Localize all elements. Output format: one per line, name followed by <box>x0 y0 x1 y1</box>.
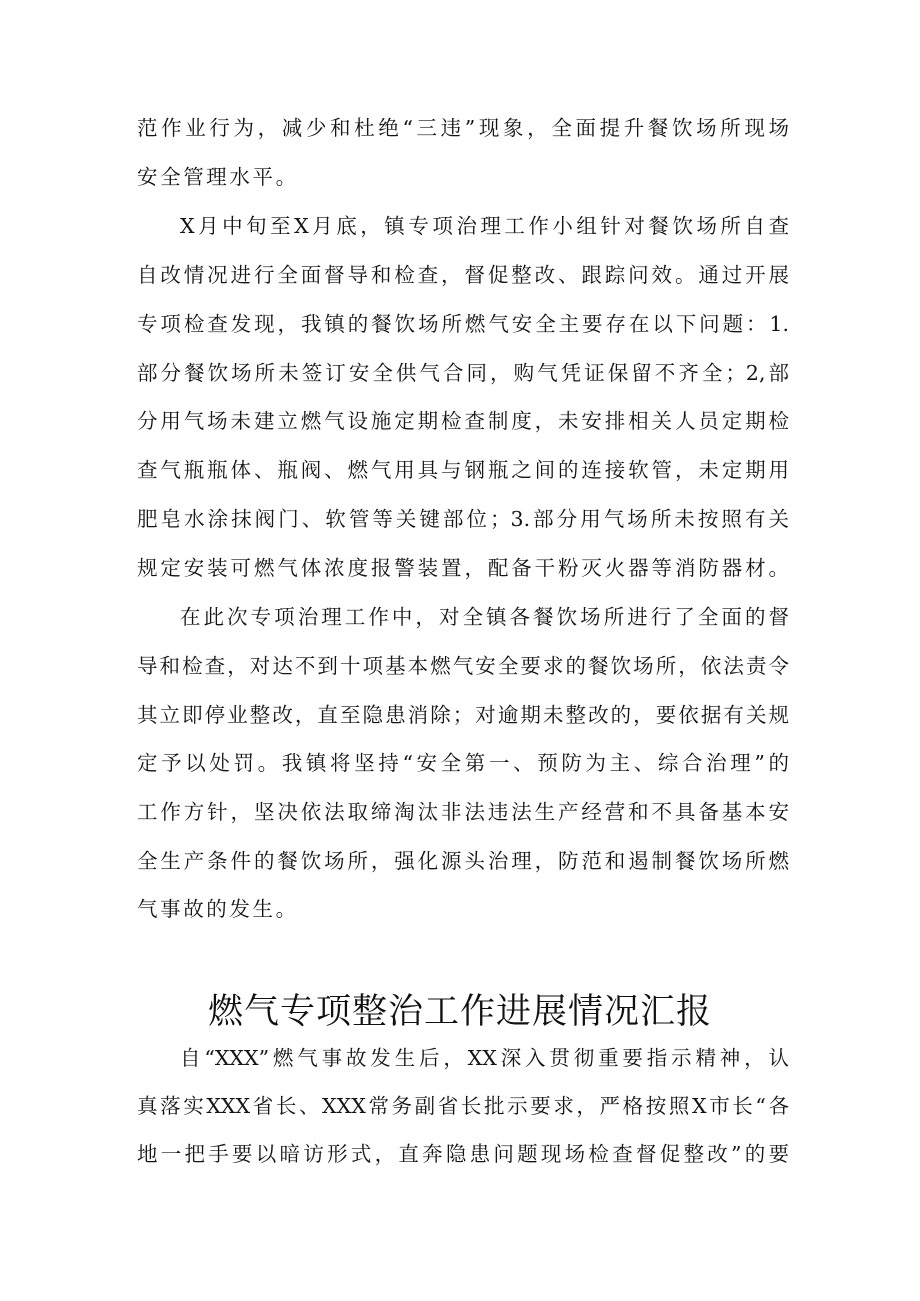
section-title: 燃气专项整治工作进展情况汇报 <box>207 992 712 1032</box>
paragraph-2-line-7: 肥皂水涂抹阀门、软管等关键部位；3.部分用气场所未按照有关 <box>137 507 789 531</box>
paragraph-2-line-2: 自改情况进行全面督导和检查，督促整改、跟踪问效。通过开展 <box>137 263 789 287</box>
paragraph-2-line-1: X月中旬至X月底，镇专项治理工作小组针对餐饮场所自查 <box>180 214 789 238</box>
paragraph-3-line-1: 在此次专项治理工作中，对全镇各餐饮场所进行了全面的督 <box>180 605 789 629</box>
paragraph-2-line-5: 分用气场未建立燃气设施定期检查制度，未安排相关人员定期检 <box>137 409 789 433</box>
paragraph-2-line-4: 部分餐饮场所未签订安全供气合同，购气凭证保留不齐全；2,部 <box>137 361 789 385</box>
paragraph-3-line-5: 工作方针，坚决依法取缔淘汰非法违法生产经营和不具备基本安 <box>137 800 789 824</box>
paragraph-3-line-4: 定予以处罚。我镇将坚持“安全第一、预防为主、综合治理”的 <box>137 751 789 775</box>
paragraph-3-line-3: 其立即停业整改，直至隐患消除；对逾期未整改的，要依据有关规 <box>137 703 789 727</box>
paragraph-3-line-7: 气事故的发生。 <box>137 897 299 921</box>
paragraph-2-line-3: 专项检查发现，我镇的餐饮场所燃气安全主要存在以下问题：1. <box>137 312 789 336</box>
paragraph-2-line-8: 规定安装可燃气体浓度报警装置，配备干粉灭火器等消防器材。 <box>137 556 789 580</box>
section-paragraph-line-2: 真落实XXX省长、XXX常务副省长批示要求，严格按照X市长“各 <box>137 1094 789 1118</box>
section-paragraph-line-1: 自“XXX”燃气事故发生后，XX深入贯彻重要指示精神，认 <box>180 1046 789 1070</box>
paragraph-1-line-1: 范作业行为，减少和杜绝“三违”现象，全面提升餐饮场所现场 <box>137 116 789 140</box>
paragraph-1-line-2: 安全管理水平。 <box>137 165 299 189</box>
paragraph-2-line-6: 查气瓶瓶体、瓶阀、燃气用具与钢瓶之间的连接软管，未定期用 <box>137 458 789 482</box>
paragraph-3-line-2: 导和检查，对达不到十项基本燃气安全要求的餐饮场所，依法责令 <box>137 654 789 678</box>
section-paragraph-line-3: 地一把手要以暗访形式，直奔隐患问题现场检查督促整改”的要 <box>137 1142 789 1166</box>
paragraph-3-line-6: 全生产条件的餐饮场所，强化源头治理，防范和遏制餐饮场所燃 <box>137 849 789 873</box>
